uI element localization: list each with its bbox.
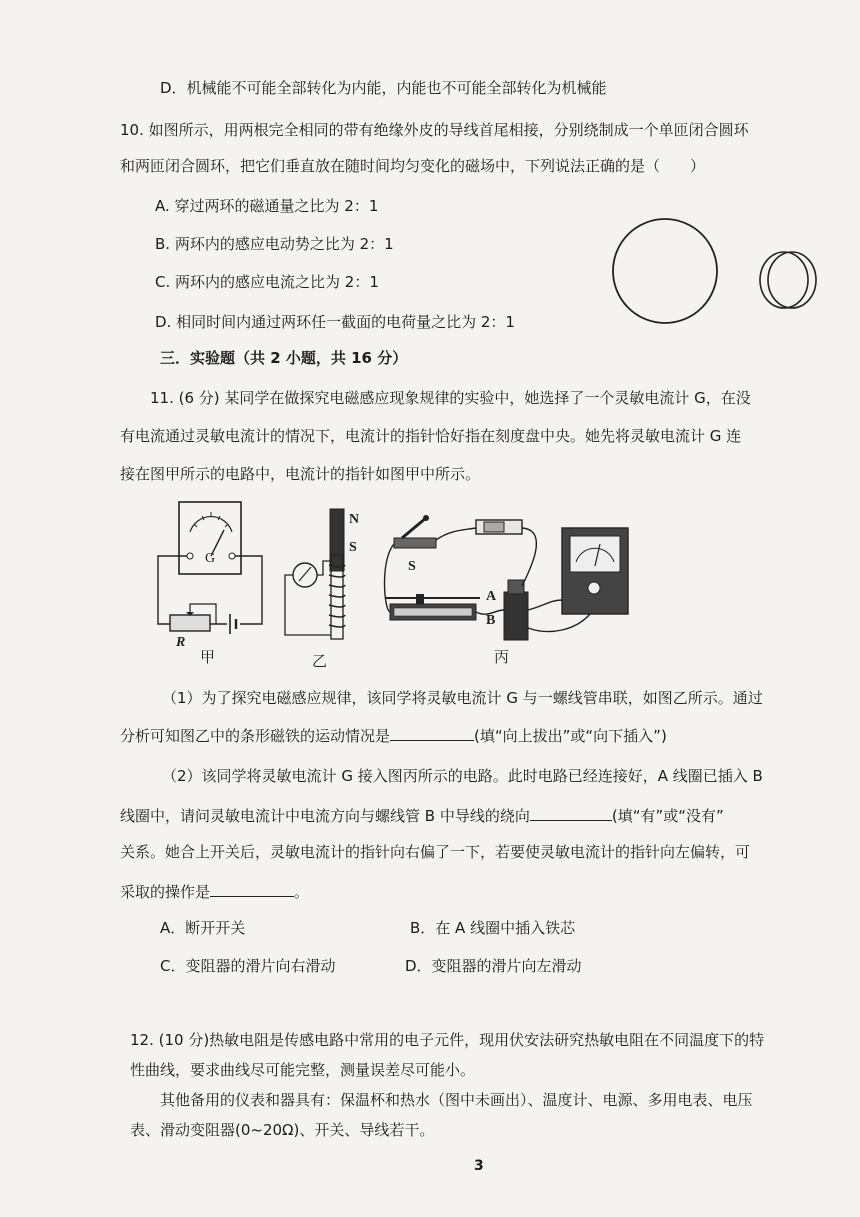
battery-box [476, 520, 522, 534]
q10-option-a: A. 穿过两环的磁通量之比为 2：1 [155, 197, 379, 215]
q11-part1-hint: (填“向上拔出”或“向下插入”) [474, 727, 667, 745]
galvanometer-dial [190, 517, 232, 532]
rheostat [170, 615, 210, 631]
label-b: B [486, 613, 496, 628]
page-number: 3 [474, 1158, 484, 1174]
caption-yi: 乙 [312, 652, 328, 670]
figure-jia-circuit [150, 500, 270, 650]
figure-yi-coil [275, 505, 375, 650]
bar-magnet [330, 509, 344, 571]
caption-jia: 甲 [200, 648, 216, 666]
q11-stem-line3: 接在图甲所示的电路中，电流计的指针如图甲中所示。 [120, 465, 481, 483]
q11-part2-line3: 关系。她合上开关后，灵敏电流计的指针向右偏了一下，若要使灵敏电流计的指针向左偏转，可 [120, 843, 751, 861]
q12-stem-line1: 12. (10 分)热敏电阻是传感电路中常用的电子元件，现用伏安法研究热敏电阻在不同温度下的特 [130, 1031, 765, 1049]
label-r: R [176, 635, 186, 650]
q9-option-d: D．机械能不可能全部转化为内能，内能也不可能全部转化为机械能 [160, 79, 607, 97]
q11-part1-line2 [120, 724, 667, 746]
answer-blank-2[interactable] [530, 804, 612, 821]
q11-option-b: B．在 A 线圈中插入铁芯 [410, 919, 576, 937]
q11-part2-line4 [120, 880, 309, 902]
terminal-right [229, 553, 235, 559]
q11-stem-line2: 有电流通过灵敏电流计的情况下，电流计的指针恰好指在刻度盘中央。她先将灵敏电流计 G 连 [120, 427, 742, 445]
galvanometer-meter [562, 528, 628, 614]
q10-stem-line2: 和两匝闭合圆环，把它们垂直放在随时间均匀变化的磁场中，下列说法正确的是（ ） [120, 157, 706, 175]
q11-part1-line1: （1）为了探究电磁感应规律，该同学将灵敏电流计 G 与一螺线管串联，如图乙所示。通过 [162, 689, 763, 707]
coils-ab [504, 580, 528, 640]
q11-part2-line2 [120, 804, 724, 826]
q11-part2-ask: 采取的操作是 [120, 883, 211, 901]
terminal-left [187, 553, 193, 559]
rheostat-slide [386, 594, 480, 620]
double-ring [760, 252, 816, 308]
q10-rings-figure [608, 215, 828, 345]
q11-part2-line1: （2）该同学将灵敏电流计 G 接入图丙所示的电路。此时电路已经连接好，A 线圈已插入 B [162, 767, 763, 785]
galvanometer-small [293, 563, 317, 587]
q11-part1-text: 分析可知图乙中的条形磁铁的运动情况是 [120, 727, 391, 745]
q10-option-b: B. 两环内的感应电动势之比为 2：1 [155, 235, 394, 253]
q10-stem-line1: 10. 如图所示，用两根完全相同的带有绝缘外皮的导线首尾相接，分别绕制成一个单匝闭合圆环 [120, 121, 749, 139]
figure-bing-apparatus [380, 500, 640, 650]
answer-blank-3[interactable] [210, 880, 294, 897]
q10-option-d: D. 相同时间内通过两环任一截面的电荷量之比为 2：1 [155, 313, 515, 331]
q11-option-c: C．变阻器的滑片向右滑动 [160, 957, 336, 975]
label-s-switch: S [408, 559, 416, 574]
q11-option-a: A．断开开关 [160, 919, 246, 937]
q11-part2-text: 线圈中，请问灵敏电流计中电流方向与螺线管 B 中导线的绕向 [120, 807, 530, 825]
switch [394, 515, 436, 548]
caption-bing: 丙 [494, 648, 510, 666]
q12-stem-line4: 表、滑动变阻器(0~20Ω)、开关、导线若干。 [130, 1121, 435, 1139]
q12-stem-line3: 其他备用的仪表和器具有：保温杯和热水（图中未画出）、温度计、电源、多用电表、电压 [160, 1091, 753, 1109]
q11-stem-line1: 11. (6 分) 某同学在做探究电磁感应现象规律的实验中，她选择了一个灵敏电流计 G，在没 [150, 389, 751, 407]
q10-option-c: C. 两环内的感应电流之比为 2：1 [155, 273, 379, 291]
label-s-magnet: S [349, 540, 357, 555]
q11-part2-hint: (填“有”或“没有” [611, 807, 724, 825]
answer-blank-1[interactable] [390, 724, 474, 741]
q11-part2-period: 。 [294, 883, 310, 901]
label-a: A [486, 589, 497, 604]
section-3-title: 三．实验题（共 2 小题，共 16 分） [160, 349, 408, 367]
q12-stem-line2: 性曲线，要求曲线尽可能完整，测量误差尽可能小。 [130, 1061, 476, 1079]
label-n: N [349, 512, 360, 527]
single-ring [613, 219, 717, 323]
q11-option-d: D．变阻器的滑片向左滑动 [405, 957, 582, 975]
label-g: G [205, 551, 216, 566]
